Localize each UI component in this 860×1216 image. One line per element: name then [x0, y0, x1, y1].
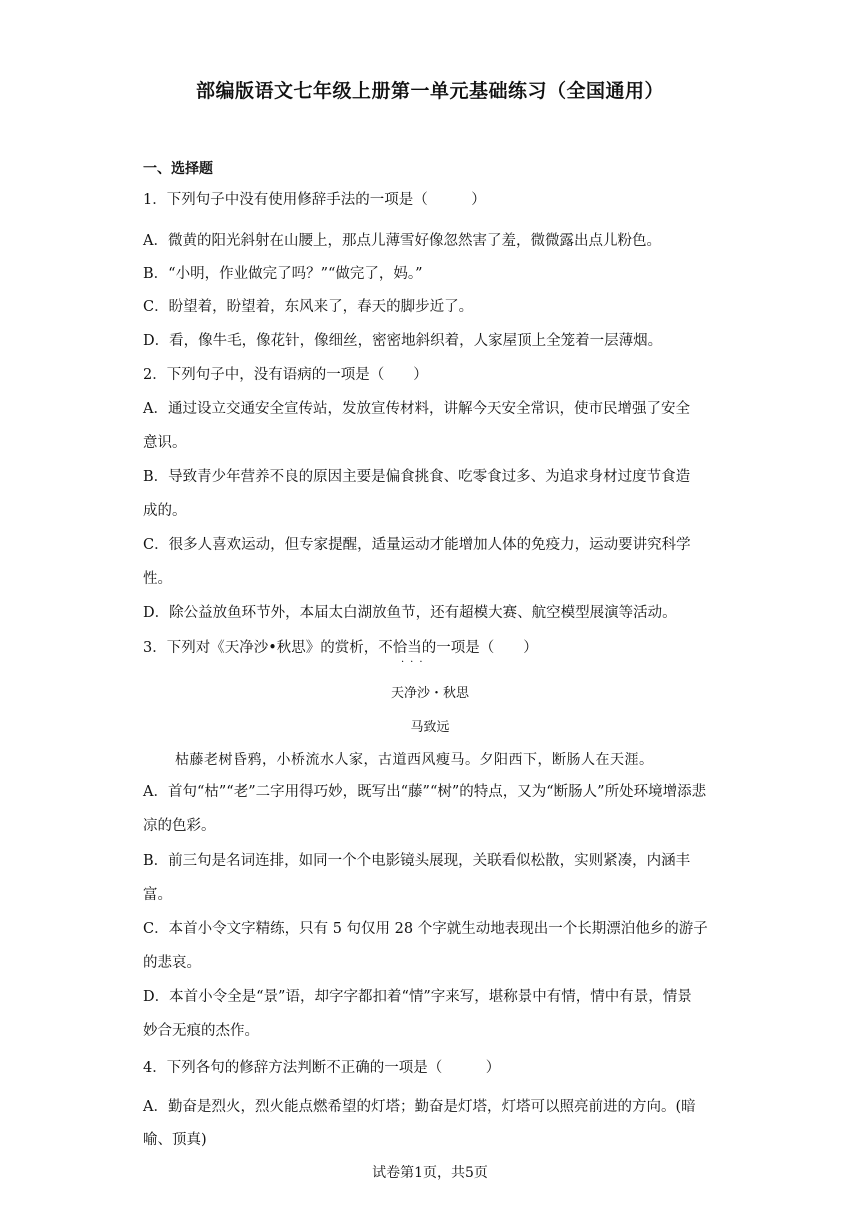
question-1-stem: 1．下列句子中没有使用修辞手法的一项是（ ）: [143, 192, 486, 208]
question-3-line: 富。: [143, 887, 172, 903]
question-2-line: 成的。: [143, 503, 187, 519]
poem-text: 枯藤老树昏鸦，小桥流水人家，古道西风瘦马。夕阳西下，断肠人在天涯。: [175, 752, 654, 768]
question-1-option-d: D．看，像牛毛，像花针，像细丝，密密地斜织着，人家屋顶上全笼着一层薄烟。: [143, 333, 663, 349]
poem-title: 天净沙・秋思: [390, 686, 469, 701]
question-3-line: D．本首小令全是“景”语，却字字都扣着“情”字来写，堪称景中有情，情中有景，情景: [143, 989, 692, 1005]
question-2-line: A．通过设立交通安全宣传站，发放宣传材料，讲解今天安全常识，使市民增强了安全: [143, 401, 690, 417]
question-2-line: 性。: [143, 571, 172, 587]
question-1-option-c: C．盼望着，盼望着，东风来了，春天的脚步近了。: [143, 299, 474, 315]
page-footer: 试卷第1页，共5页: [372, 1165, 488, 1181]
emphasis-dots: ···: [401, 657, 429, 668]
question-4-line: A．勤奋是烈火，烈火能点燃希望的灯塔；勤奋是灯塔，灯塔可以照亮前进的方向。(暗: [143, 1099, 696, 1115]
section-heading: 一、选择题: [143, 161, 213, 177]
question-4-line: 喻、顶真): [143, 1132, 207, 1148]
question-3-stem: 3．下列对《天净沙•秋思》的赏析，不恰当的一项是（ ）: [143, 640, 538, 656]
poem-author: 马致远: [410, 720, 450, 735]
question-3-line: 妙合无痕的杰作。: [143, 1023, 259, 1039]
question-2-line: B．导致青少年营养不良的原因主要是偏食挑食、吃零食过多、为追求身材过度节食造: [143, 469, 691, 485]
question-2-line: D．除公益放鱼环节外，本届太白湖放鱼节，还有超模大赛、航空模型展演等活动。: [143, 605, 677, 621]
question-3-line: 凉的色彩。: [143, 818, 216, 834]
question-3-line: B．前三句是名词连排，如同一个个电影镜头展现，关联看似松散，实则紧凑，内涵丰: [143, 853, 691, 869]
question-1-option-a: A．微黄的阳光斜射在山腰上，那点儿薄雪好像忽然害了羞，微微露出点儿粉色。: [143, 233, 661, 249]
question-4-stem: 4．下列各句的修辞方法判断不正确的一项是（ ）: [143, 1060, 501, 1076]
question-1-option-b: B．“小明，作业做完了吗？”“做完了，妈。”: [143, 266, 423, 282]
question-3-line: C．本首小令文字精练，只有 5 句仅用 28 个字就生动地表现出一个长期漂泊他乡的游子: [143, 921, 708, 937]
question-2-line: C．很多人喜欢运动，但专家提醒，适量运动才能增加人体的免疫力，运动要讲究科学: [143, 537, 691, 553]
question-3-line: 的悲哀。: [143, 955, 201, 971]
question-3-line: A．首句“枯”“老”二字用得巧妙，既写出“藤”“树”的特点，又为“断肠人”所处环境增添悲: [143, 784, 707, 800]
question-2-line: 意识。: [143, 435, 187, 451]
question-2-stem: 2．下列句子中，没有语病的一项是（ ）: [143, 367, 428, 383]
page-title: 部编版语文七年级上册第一单元基础练习（全国通用）: [195, 80, 664, 102]
